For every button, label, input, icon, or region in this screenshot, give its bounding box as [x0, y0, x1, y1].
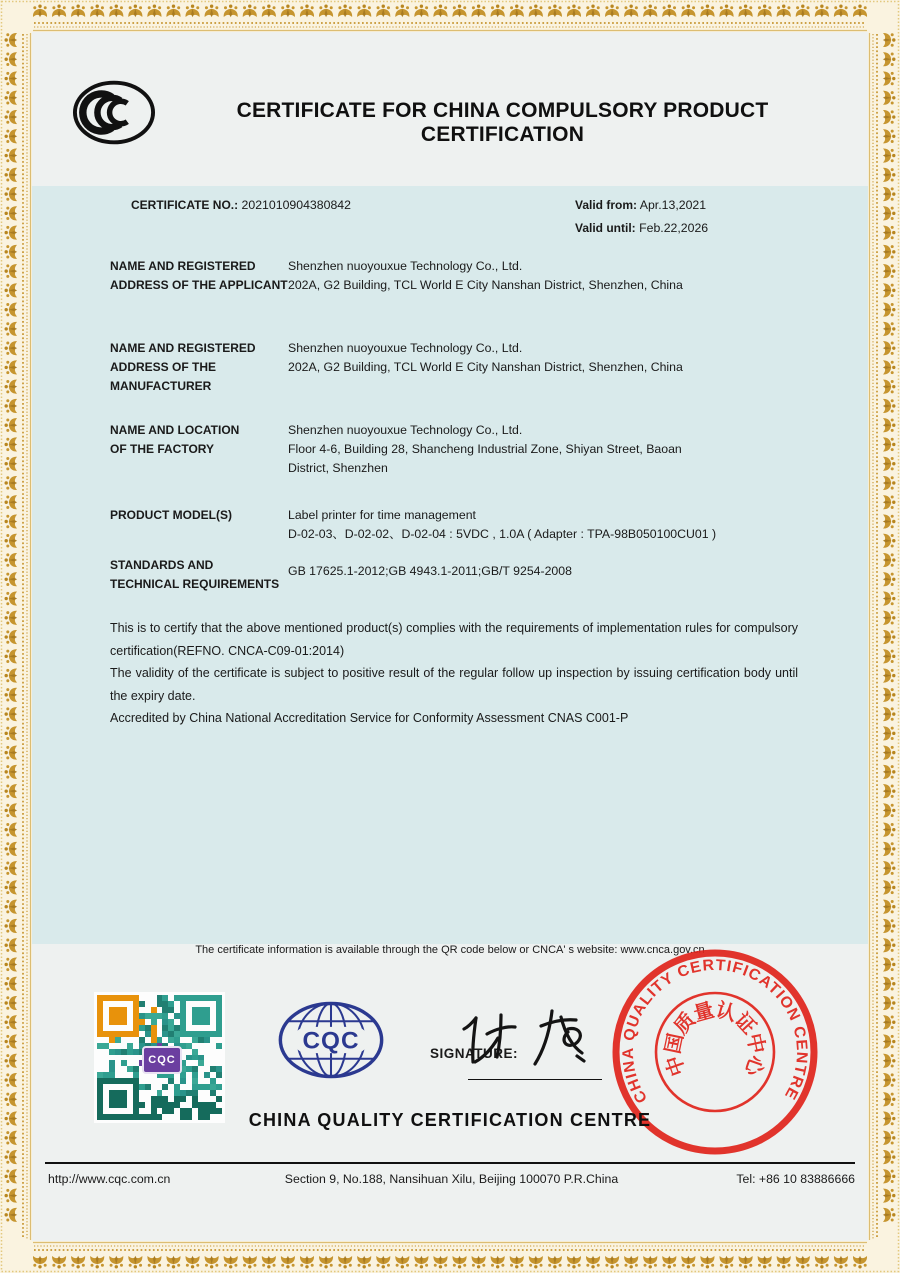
factory-value-line: Shenzhen nuoyouxue Technology Co., Ltd. [288, 423, 523, 437]
statement-accreditation: Accredited by China National Accreditation Service for Conformity Assessment CNAS C001-P [110, 711, 629, 725]
svg-text:心: 心 [739, 1052, 768, 1079]
certification-statements [110, 617, 798, 730]
svg-text:质: 质 [670, 1009, 700, 1039]
statement-validity: The validity of the certificate is subject to positive result of the regular follow up inspection by issuing certification body until the expiry date. [110, 666, 798, 703]
cqc-globe-logo [277, 1001, 385, 1079]
product-model-value-line: D-02-03、D-02-02、D-02-04 : 5VDC , 1.0A ( Adapter : TPA-98B050100CU01 ) [288, 527, 717, 541]
applicant-section [110, 257, 813, 295]
signature-line [468, 1079, 602, 1080]
certificate-number-label: CERTIFICATE NO.: [131, 198, 239, 212]
svg-text:中: 中 [662, 1052, 691, 1079]
product-model-section [110, 506, 813, 544]
factory-value-line: Floor 4-6, Building 28, Shancheng Industrial Zone, Shiyan Street, Baoan [288, 442, 682, 456]
stamp-ring-text: CHINA QUALITY CERTIFICATION CENTRE [619, 956, 811, 1106]
manufacturer-value-line: 202A, G2 Building, TCL World E City Nanshan District, Shenzhen, China [288, 360, 683, 374]
manufacturer-value-line: Shenzhen nuoyouxue Technology Co., Ltd. [288, 341, 523, 355]
applicant-value-line: Shenzhen nuoyouxue Technology Co., Ltd. [288, 259, 523, 273]
svg-text:量: 量 [691, 999, 717, 1026]
certificate-number-value: 2021010904380842 [241, 198, 351, 212]
product-model-value-line: Label printer for time management [288, 508, 476, 522]
manufacturer-label-line: ADDRESS OF THE [110, 360, 217, 374]
factory-value-line: District, Shenzhen [288, 461, 388, 475]
ccc-mark-icon [72, 80, 156, 145]
valid-from-value: Apr.13,2021 [639, 198, 707, 212]
stamp-inner-chars [661, 998, 770, 1080]
statement-certify: This is to certify that the above mentioned product(s) complies with the requirements of implementation rules for compulsory certification(REFNO. CNCA-C09-01:2014) [110, 621, 798, 658]
factory-section [110, 421, 813, 478]
standards-value-line: GB 17625.1-2012;GB 4943.1-2011;GB/T 9254-2008 [288, 564, 572, 578]
footer-tel: Tel: +86 10 83886666 [736, 1172, 855, 1186]
footer-website: http://www.cqc.com.cn [48, 1172, 171, 1186]
certificate-number-row [131, 198, 351, 212]
valid-from-label: Valid from: [575, 198, 638, 212]
qr-center-cqc-badge: CQC [142, 1046, 182, 1074]
footer [48, 1172, 855, 1186]
standards-section [110, 556, 813, 594]
standards-label-line: TECHNICAL REQUIREMENTS [110, 577, 280, 591]
valid-until-row [575, 221, 708, 235]
factory-label-line: NAME AND LOCATION [110, 423, 240, 437]
certificate-title: CERTIFICATE FOR CHINA COMPULSORY PRODUCT CERTIFICATION [236, 99, 769, 146]
manufacturer-section [110, 339, 813, 396]
factory-label-line: OF THE FACTORY [110, 442, 215, 456]
qr-info-note: The certificate information is available through the QR code below or CNCA' s website: www.cnca.gov.cn [195, 944, 705, 956]
svg-text:证: 证 [730, 1009, 760, 1039]
cqc-logo-text: CQC [302, 1027, 360, 1055]
footer-rule [45, 1162, 855, 1164]
valid-from-row [575, 198, 706, 212]
svg-text:认: 认 [713, 999, 739, 1026]
applicant-label-line: ADDRESS OF THE APPLICANT [110, 278, 288, 292]
svg-text:中: 中 [742, 1031, 768, 1056]
standards-label-line: STANDARDS AND [110, 558, 214, 572]
applicant-label-line: NAME AND REGISTERED [110, 259, 256, 273]
footer-address: Section 9, No.188, Nansihuan Xilu, Beijing 100070 P.R.China [284, 1172, 619, 1186]
signature-label: SIGNATURE: [430, 1046, 518, 1061]
manufacturer-label-line: MANUFACTURER [110, 379, 212, 393]
organization-name: CHINA QUALITY CERTIFICATION CENTRE [248, 1110, 652, 1130]
applicant-value-line: 202A, G2 Building, TCL World E City Nanshan District, Shenzhen, China [288, 278, 683, 292]
valid-until-value: Feb.22,2026 [639, 221, 709, 235]
valid-until-label: Valid until: [575, 221, 636, 235]
product-model-label-line: PRODUCT MODEL(S) [110, 508, 232, 522]
manufacturer-label-line: NAME AND REGISTERED [110, 341, 256, 355]
signature-handwriting [455, 1002, 615, 1080]
svg-text:国: 国 [662, 1031, 688, 1056]
